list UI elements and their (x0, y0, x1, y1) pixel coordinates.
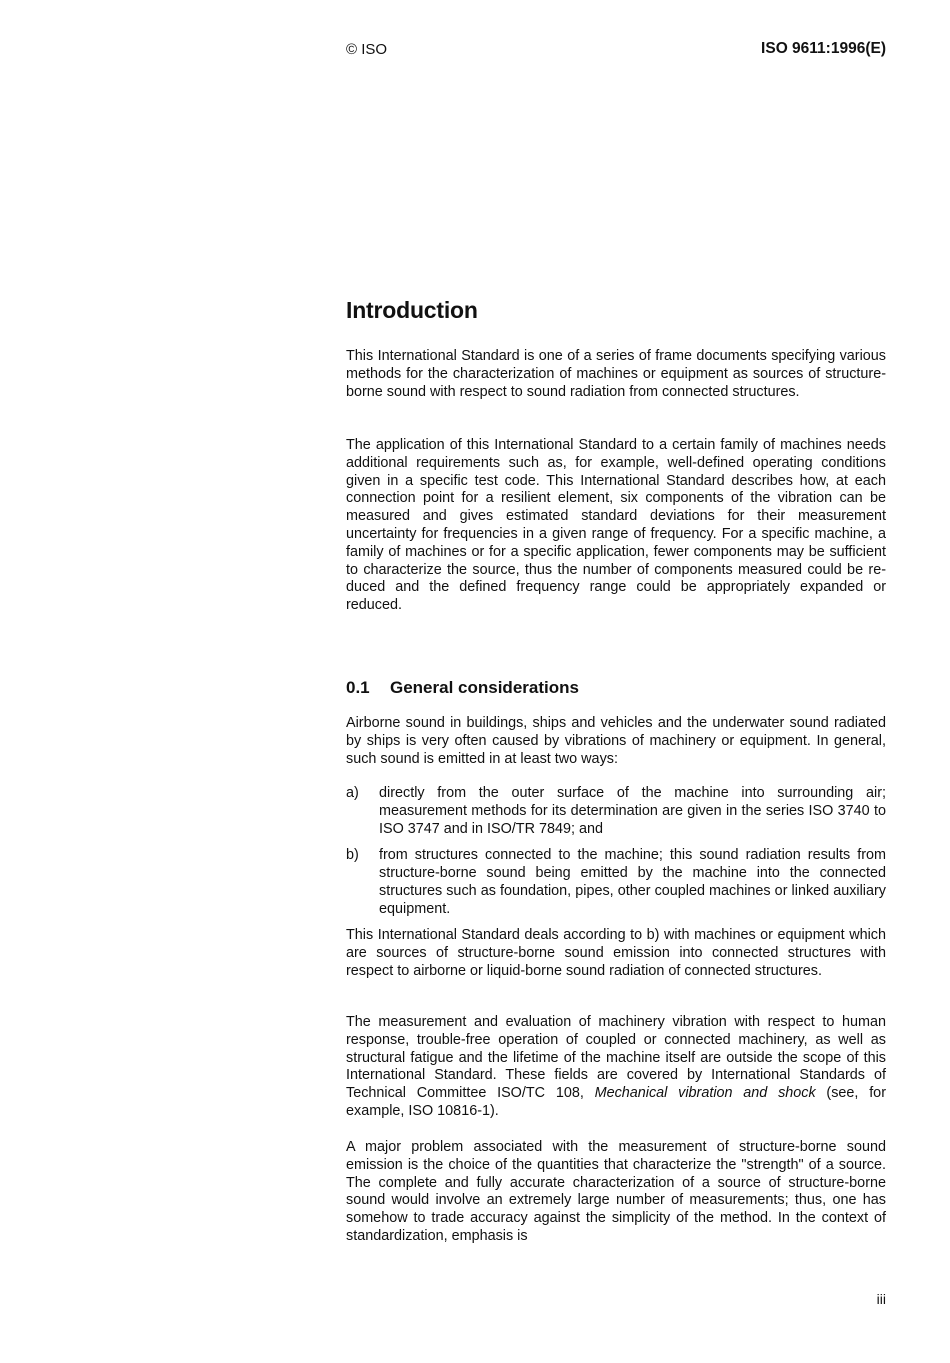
list-item (346, 847, 886, 918)
tc108-title-italic: Mechanical vibration and shock (594, 1085, 816, 1102)
section-heading (346, 678, 579, 698)
intro-paragraph-1-text: This International Standard is one of a series of frame documents specifying various methods for the characterization of machines or equipment as sources of structure-borne sound with respect to sound radiation from connected structures. (346, 348, 886, 400)
section-paragraph-4 (346, 1139, 886, 1246)
section-paragraph-1-text: Airborne sound in buildings, ships and vehicles and the underwater sound radiated by ships is very often caused by vibrations of machinery or equipment. In general, such sound is emitted in at least two ways: (346, 715, 886, 767)
section-paragraph-4-text: A major problem associated with the measurement of structure-borne sound emission is the choice of the quantities that characterize the "strength" of a source. The complete and fully accurate characterization of a source of structure-borne sound would involve an extremely large number of measurements; thus, one has somehow to trade accuracy against the simplicity of the method. In the context of standardization, emphasis is (346, 1139, 886, 1244)
section-paragraph-3-start: The measurement and evaluation of machinery vibration with respect to human response, trouble-free operation of coupled or connected machinery, as well as structural fatigue and the lifetime of the machine itself are outside the scope of this International Standard. These fields are covered by International Standards of Technical Committee ISO/TC 108, (346, 1014, 886, 1102)
emission-ways-list (346, 785, 886, 919)
copyright-header: © ISO (346, 41, 388, 58)
section-paragraph-1 (346, 715, 886, 768)
list-item-label: a) (346, 785, 359, 801)
list-item (346, 785, 886, 838)
list-item-text: from structures connected to the machine; this sound radiation results from structure-borne sound being emitted by the machine into the connected structures such as foundation, pipes, other coupled machines or linked auxiliary equipment. (379, 847, 886, 917)
introduction-title: Introduction (346, 297, 478, 323)
page-number: iii (876, 1291, 886, 1307)
standard-number-header: ISO 9611:1996(E) (761, 40, 886, 57)
section-paragraph-3-text (346, 1014, 886, 1121)
list-item-text: directly from the outer surface of the machine into surrounding air; measurement methods for its determination are given in the series ISO 3740 to ISO 3747 and in ISO/TR 7849; and (379, 785, 886, 837)
section-paragraph-3-end: (see, for example, ISO 10816-1). (346, 1085, 886, 1119)
section-paragraph-2 (346, 927, 886, 980)
intro-paragraph-2-text: The application of this International Standard to a certain family of machines needs additional requirements such as, for example, well-defined operating conditions given in a specific test code. This International Standard describes how, at each connection point for a resilient element, six components of the vibration can be measured and gives estimated standard deviations for their measurement uncertainty for frequencies in a given range of frequency. For a specific machine, a family of machines or for a specific application, fewer components may be sufficient to characterize the source, thus the number of components measured could be reduced and the defined frequency range could be appropriately expanded or reduced. (346, 437, 886, 614)
section-paragraph-2-text: This International Standard deals according to b) with machines or equipment which are sources of structure-borne sound emission into connected structures with respect to airborne or liquid-borne sound radiation of connected structures. (346, 927, 886, 979)
section-number: 0.1 (346, 678, 370, 697)
intro-paragraph-1 (346, 348, 886, 401)
section-paragraph-3 (346, 1014, 886, 1121)
intro-paragraph-2 (346, 437, 886, 615)
list-item-label: b) (346, 847, 359, 864)
section-title: General considerations (390, 678, 579, 697)
